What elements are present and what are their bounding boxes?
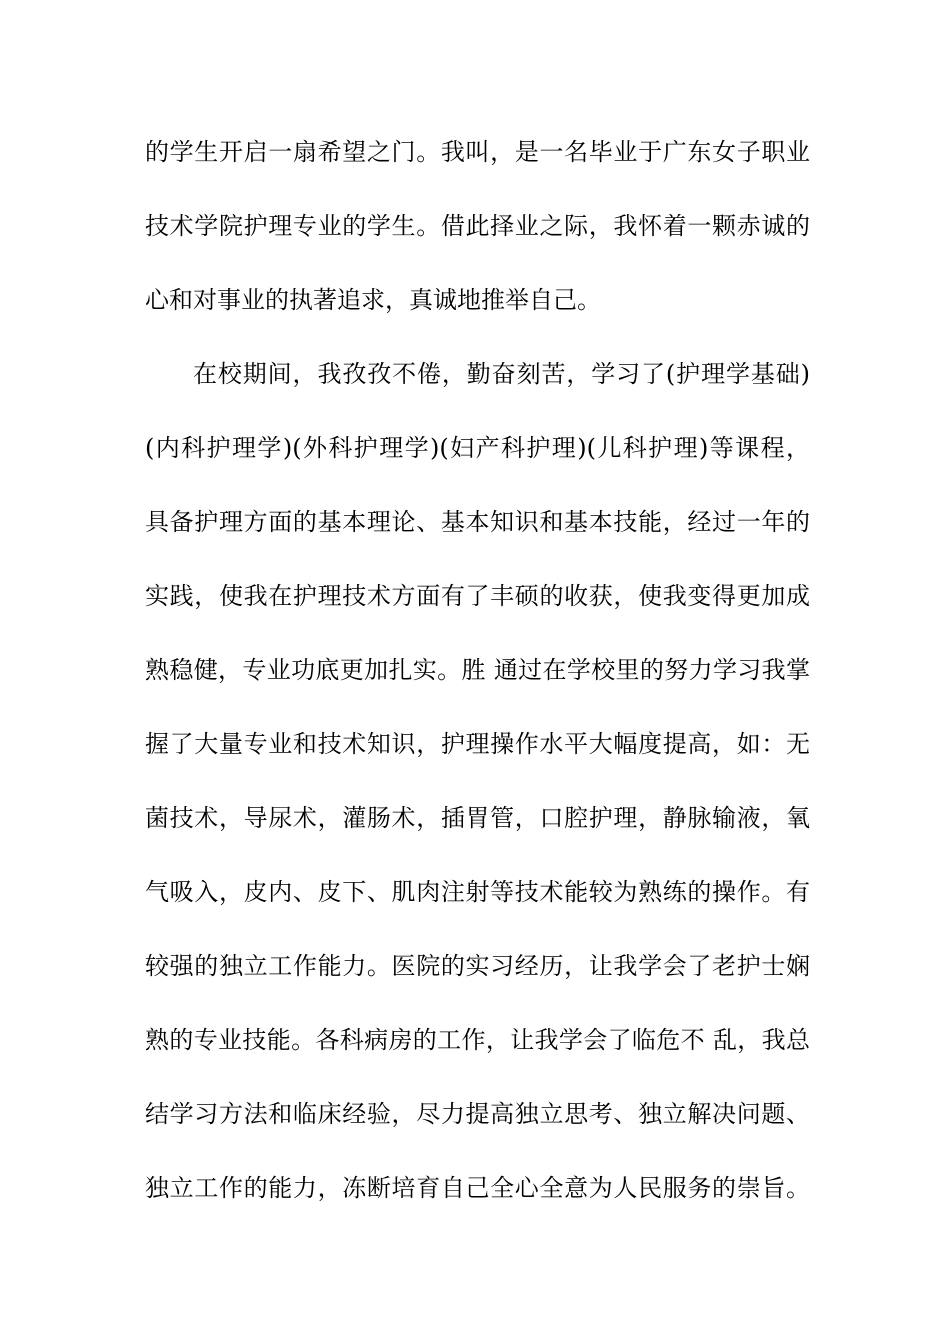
text-line: 结学习方法和临床经验，尽力提高独立思考、独立解决问题、 <box>145 1100 810 1128</box>
text-line: 在校期间，我孜孜不倦，勤奋刻苦，学习了(护理学基础) <box>193 360 810 388</box>
text-line: 气吸入，皮内、皮下、肌肉注射等技术能较为熟练的操作。有 <box>145 878 810 906</box>
text-line: 的学生开启一扇希望之门。我叫，是一名毕业于广东女子职业 <box>145 138 810 166</box>
body-text <box>145 128 810 1238</box>
text-line: 心和对事业的执著追求，真诚地推举自己。 <box>145 286 601 314</box>
text-line: 实践，使我在护理技术方面有了丰硕的收获，使我变得更加成 <box>145 582 810 610</box>
text-line: 握了大量专业和技术知识，护理操作水平大幅度提高，如：无 <box>145 730 810 758</box>
text-line: 菌技术，导尿术，灌肠术，插胃管，口腔护理，静脉输液，氧 <box>145 804 810 832</box>
text-line: 较强的独立工作能力。医院的实习经历，让我学会了老护士娴 <box>145 952 810 980</box>
text-line: 熟的专业技能。各科病房的工作，让我学会了临危不 乱，我总 <box>145 1026 810 1054</box>
text-line: 独立工作的能力，冻断培育自己全心全意为人民服务的崇旨。 <box>145 1174 810 1202</box>
text-line: 技术学院护理专业的学生。借此择业之际，我怀着一颗赤诚的 <box>145 212 810 240</box>
text-line: 熟稳健，专业功底更加扎实。胜 通过在学校里的努力学习我掌 <box>145 656 810 684</box>
text-line: (内科护理学)(外科护理学)(妇产科护理)(儿科护理)等课程， <box>145 434 810 462</box>
text-line: 具备护理方面的基本理论、基本知识和基本技能，经过一年的 <box>145 508 810 536</box>
